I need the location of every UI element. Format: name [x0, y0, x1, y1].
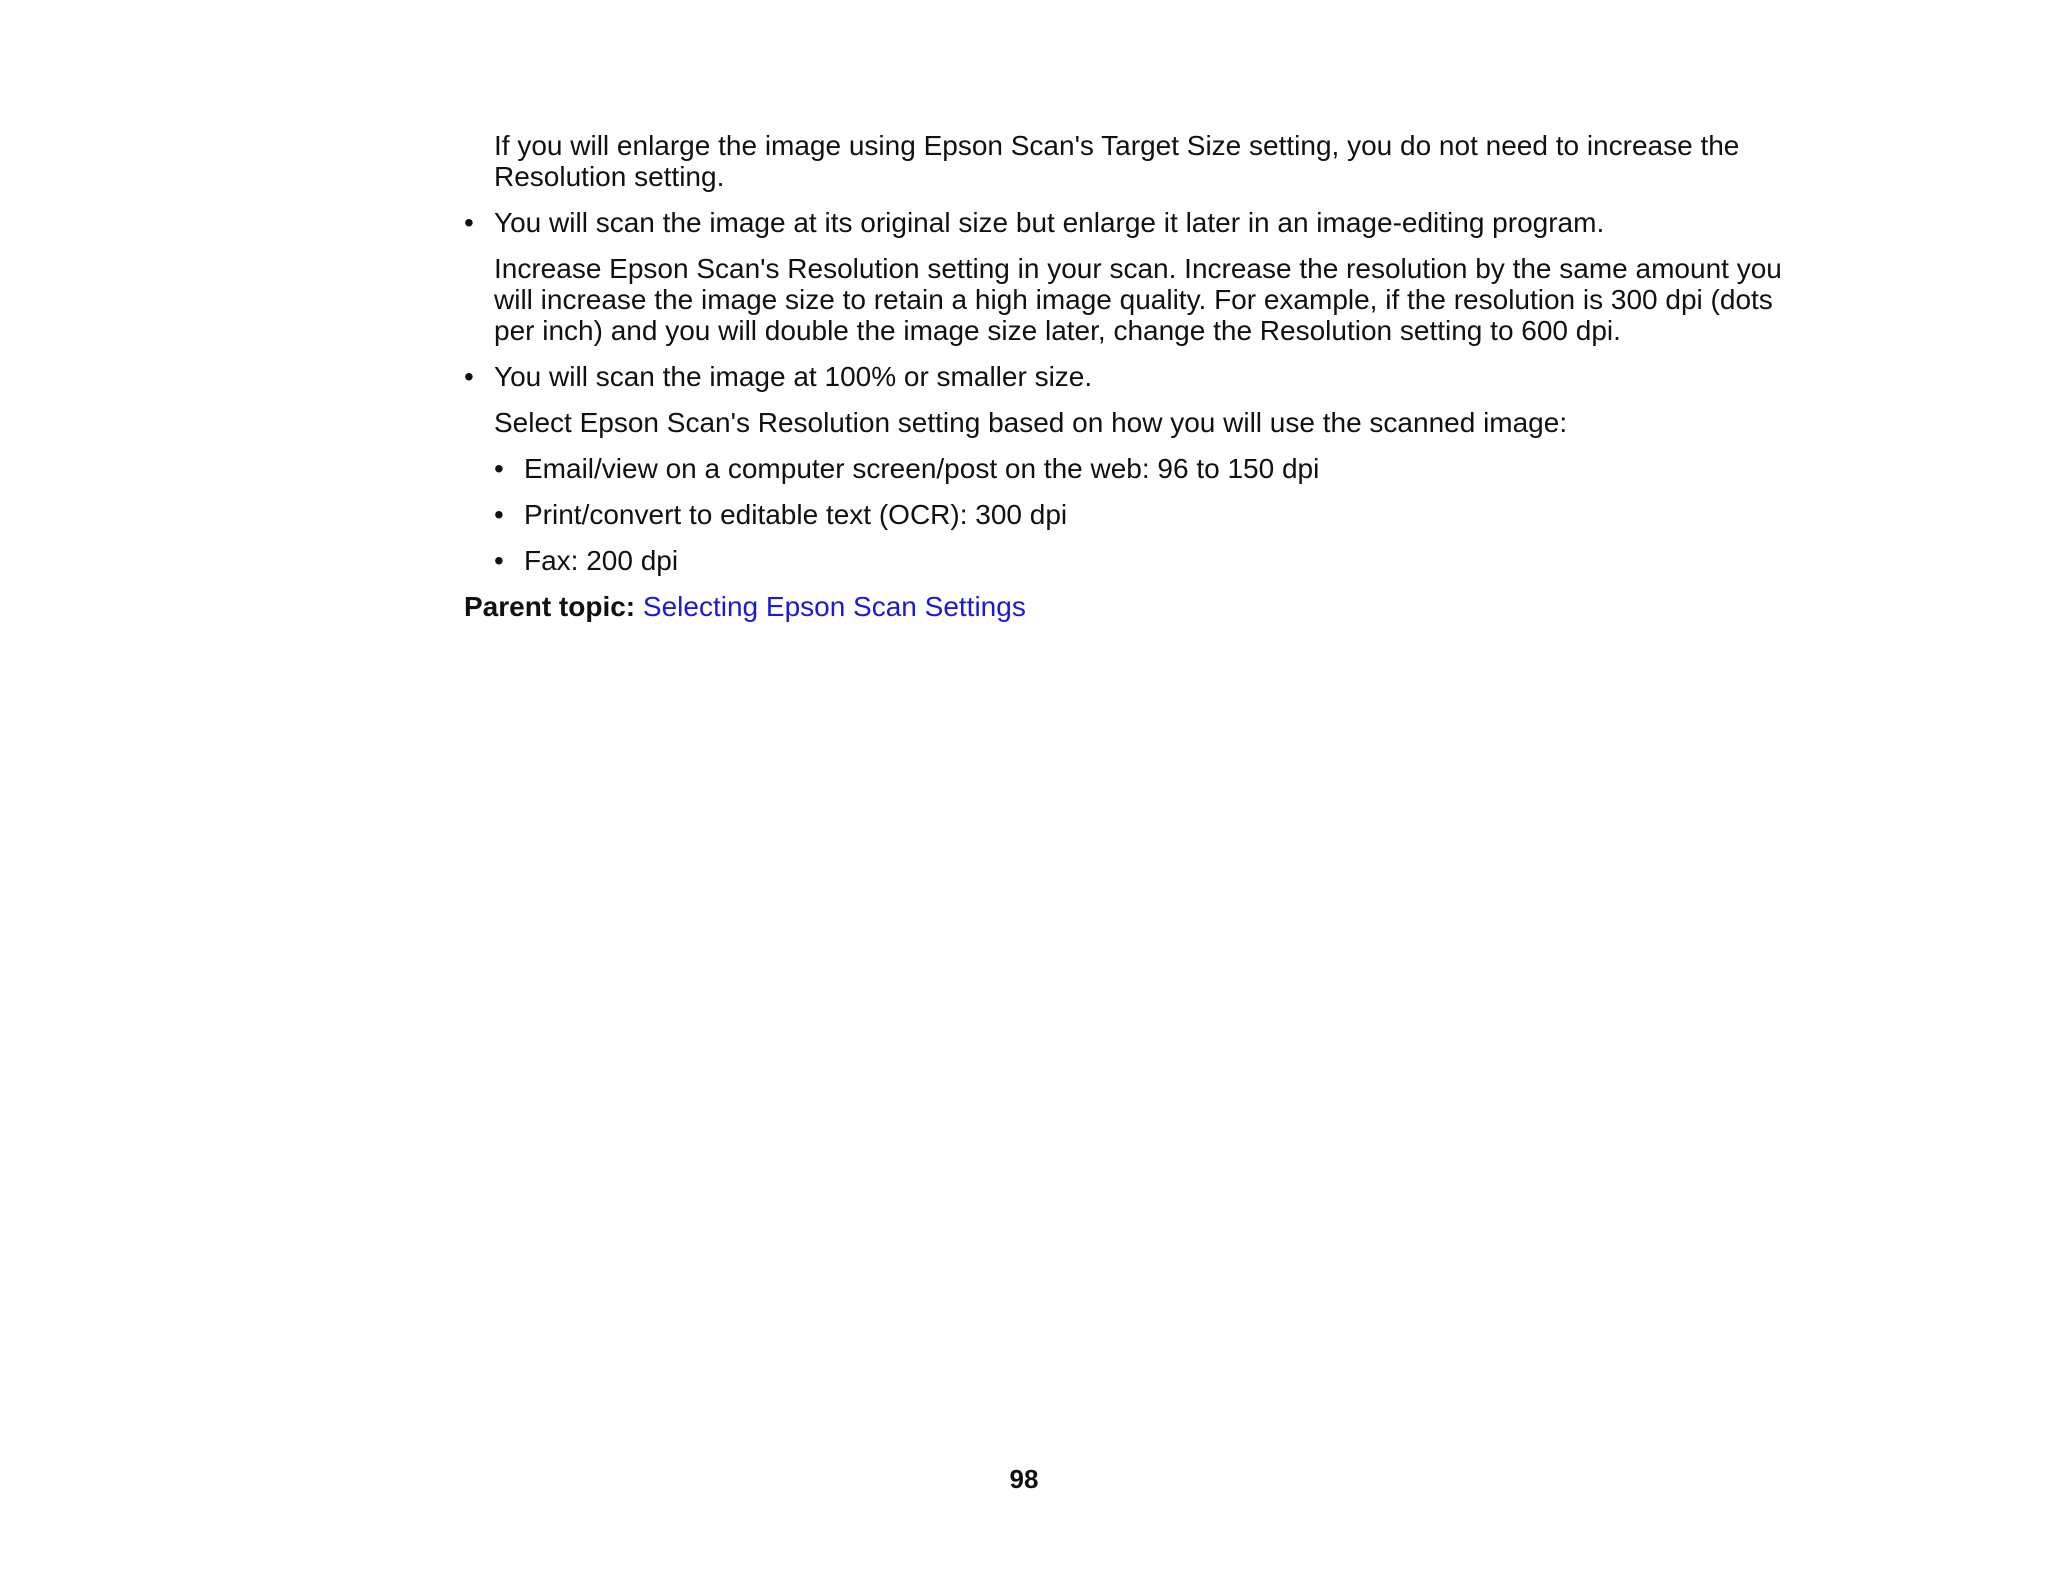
sub-list-item — [464, 453, 1784, 484]
bullet-detail-paragraph: Increase Epson Scan's Resolution setting in your scan. Increase the resolution by the same amount you will increase the image size to retain a high image quality. For example, if the resolution is 300 dpi (dots per inch) and you will double the image size later, change the Resolution setting to 600 dpi. — [494, 253, 1782, 346]
bullet-icon: • — [464, 361, 474, 392]
page-number: 98 — [1009, 1464, 1039, 1494]
bullet-icon: • — [494, 453, 504, 484]
sub-bullet-text: Email/view on a computer screen/post on the web: 96 to 150 dpi — [524, 453, 1320, 484]
bullet-text: You will scan the image at its original size but enlarge it later in an image-editing program. — [494, 207, 1605, 238]
list-item — [464, 361, 1784, 392]
sub-list-item — [464, 545, 1784, 576]
sub-list-item — [464, 499, 1784, 530]
bullet-icon: • — [464, 207, 474, 238]
page-content — [464, 130, 1784, 622]
parent-topic — [464, 591, 1784, 622]
sub-bullet-text: Fax: 200 dpi — [524, 545, 679, 576]
bullet-detail-paragraph: Select Epson Scan's Resolution setting based on how you will use the scanned image: — [494, 407, 1568, 438]
parent-topic-label: Parent topic: — [464, 591, 636, 622]
bullet-text: You will scan the image at 100% or smaller size. — [494, 361, 1093, 392]
intro-paragraph: If you will enlarge the image using Epson Scan's Target Size setting, you do not need to increase the Resolution setting. — [494, 130, 1740, 192]
parent-topic-link[interactable]: Selecting Epson Scan Settings — [642, 591, 1026, 622]
bullet-icon: • — [494, 545, 504, 576]
sub-bullet-text: Print/convert to editable text (OCR): 300 dpi — [524, 499, 1068, 530]
list-item — [464, 207, 1784, 238]
bullet-icon: • — [494, 499, 504, 530]
